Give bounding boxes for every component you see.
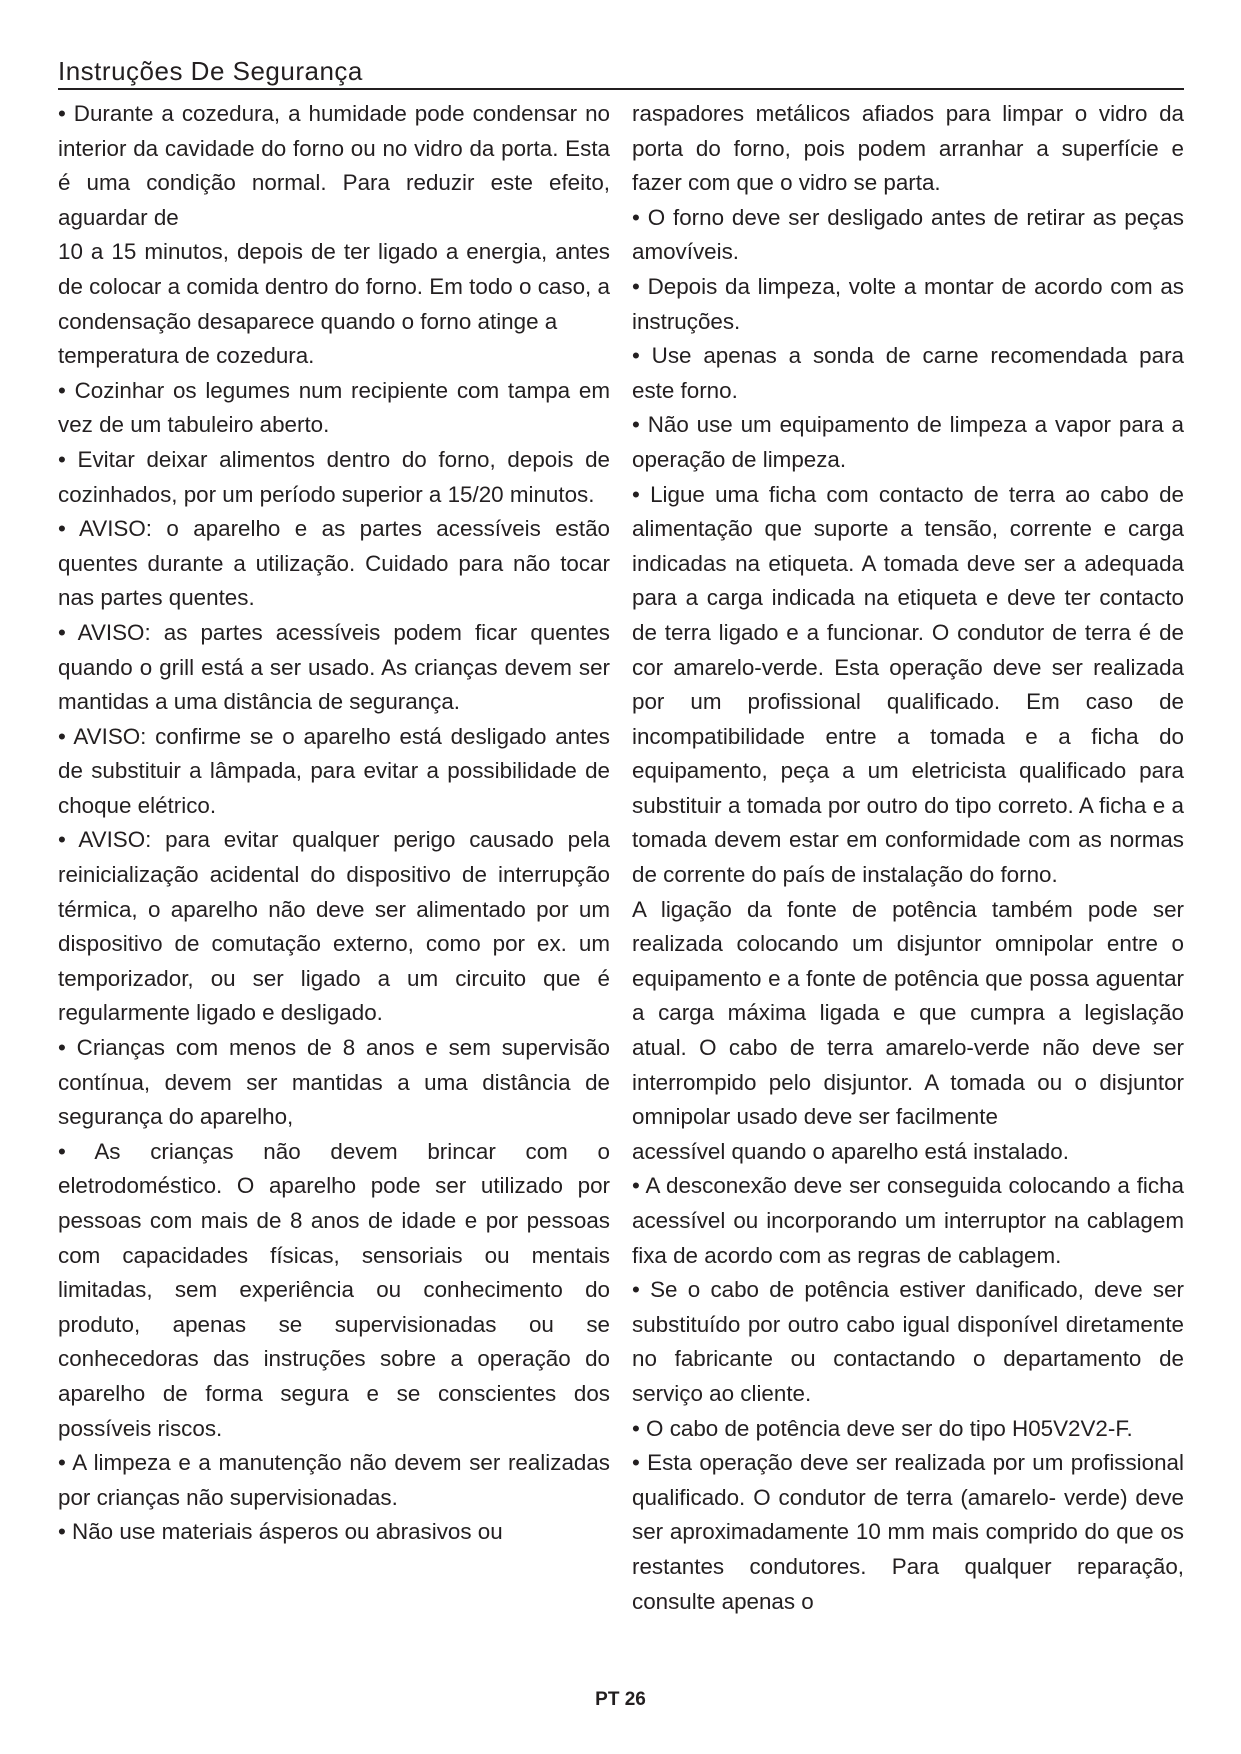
paragraph: • Se o cabo de potência estiver danificado, deve ser substituído por outro cabo igual disponível diretamente no fabricante ou contactando o departamento de serviço ao cliente.	[632, 1277, 1184, 1406]
paragraph: • As crianças não devem brincar com o eletrodoméstico. O aparelho pode ser utilizado por pessoas com mais de 8 anos de idade e por pessoas com capacidades físicas, sensoriais ou mentais limitadas, sem experiência ou conhecimento do produto, apenas se supervisionadas ou se conhecedoras das instruções sobre a operação do aparelho de forma segura e se conscientes dos possíveis riscos.	[58, 1138, 610, 1441]
paragraph: • Crianças com menos de 8 anos e sem supervisão contínua, devem ser mantidas a uma distância de segurança do aparelho,	[58, 1035, 610, 1130]
paragraph: A ligação da fonte de potência também pode ser realizada colocando um disjuntor omnipolar entre o equipamento e a fonte de potência que possa aguentar a carga máxima ligada e que cumpra a legislação atual. O cabo de terra amarelo-verde não deve ser interrompido pelo disjuntor. A tomada ou o disjuntor omnipolar usado deve ser facilmente	[632, 896, 1184, 1130]
paragraph: temperatura de cozedura.	[58, 343, 315, 369]
paragraph: • AVISO: confirme se o aparelho está desligado antes de substituir a lâmpada, para evitar a possibilidade de choque elétrico.	[58, 723, 610, 818]
left-column	[58, 97, 610, 1550]
paragraph: • O forno deve ser desligado antes de retirar as peças amovíveis.	[632, 204, 1184, 265]
paragraph: • O cabo de potência deve ser do tipo H05V2V2-F.	[632, 1415, 1133, 1441]
paragraph: • Ligue uma ficha com contacto de terra ao cabo de alimentação que suporte a tensão, corrente e carga indicadas na etiqueta. A tomada deve ser a adequada para a carga indicada na etiqueta e deve ter contacto de terra ligado e a funcionar. O condutor de terra é de cor amarelo-verde. Esta operação deve ser realizada por um profissional qualificado. Em caso de incompatibilidade entre a tomada e a ficha do equipamento, peça a um eletricista qualificado para substituir a tomada por outro do tipo correto. A ficha e a tomada devem estar em conformidade com as normas de corrente do país de instalação do forno.	[632, 481, 1184, 888]
paragraph: 10 a 15 minutos, depois de ter ligado a energia, antes de colocar a comida dentro do forno. Em todo o caso, a condensação desaparece quando o forno atinge a	[58, 239, 610, 334]
paragraph: • Cozinhar os legumes num recipiente com tampa em vez de um tabuleiro aberto.	[58, 377, 610, 438]
paragraph: • Depois da limpeza, volte a montar de acordo com as instruções.	[632, 273, 1184, 334]
page-number: PT 26	[595, 1689, 646, 1710]
paragraph: • Não use um equipamento de limpeza a vapor para a operação de limpeza.	[632, 412, 1184, 472]
paragraph: • AVISO: para evitar qualquer perigo causado pela reinicialização acidental do dispositivo de interrupção térmica, o aparelho não deve ser alimentado por um dispositivo de comutação externo, como por ex. um temporizador, ou ser ligado a um circuito que é regularmente ligado e desligado.	[58, 827, 610, 1026]
page-title: Instruções De Segurança	[58, 56, 363, 86]
paragraph: • Esta operação deve ser realizada por um profissional qualificado. O condutor de terra (amarelo- verde) deve ser aproximadamente 10 mm mais comprido do que os restantes condutores. Para qualquer reparação, consulte apenas o	[632, 1450, 1184, 1614]
paragraph: • AVISO: o aparelho e as partes acessíveis estão quentes durante a utilização. Cuidado para não tocar nas partes quentes.	[58, 516, 610, 611]
paragraph: • A limpeza e a manutenção não devem ser realizadas por crianças não supervisionadas.	[58, 1450, 610, 1510]
right-column	[632, 97, 1184, 1619]
paragraph: • A desconexão deve ser conseguida colocando a ficha acessível ou incorporando um interruptor na cablagem fixa de acordo com as regras de cablagem.	[632, 1173, 1184, 1268]
paragraph: • AVISO: as partes acessíveis podem ficar quentes quando o grill está a ser usado. As crianças devem ser mantidas a uma distância de segurança.	[58, 619, 610, 715]
page-header	[58, 54, 1184, 90]
paragraph: raspadores metálicos afiados para limpar o vidro da porta do forno, pois podem arranhar a superfície e fazer com que o vidro se parta.	[632, 101, 1184, 196]
paragraph: • Use apenas a sonda de carne recomendada para este forno.	[632, 343, 1184, 403]
paragraph: • Durante a cozedura, a humidade pode condensar no interior da cavidade do forno ou no vidro da porta. Esta é uma condição normal. Para reduzir este efeito, aguardar de	[58, 101, 610, 230]
paragraph: acessível quando o aparelho está instalado.	[632, 1138, 1069, 1164]
paragraph: • Evitar deixar alimentos dentro do forno, depois de cozinhados, por um período superior a 15/20 minutos.	[58, 446, 610, 507]
paragraph: • Não use materiais ásperos ou abrasivos ou	[58, 1519, 503, 1545]
